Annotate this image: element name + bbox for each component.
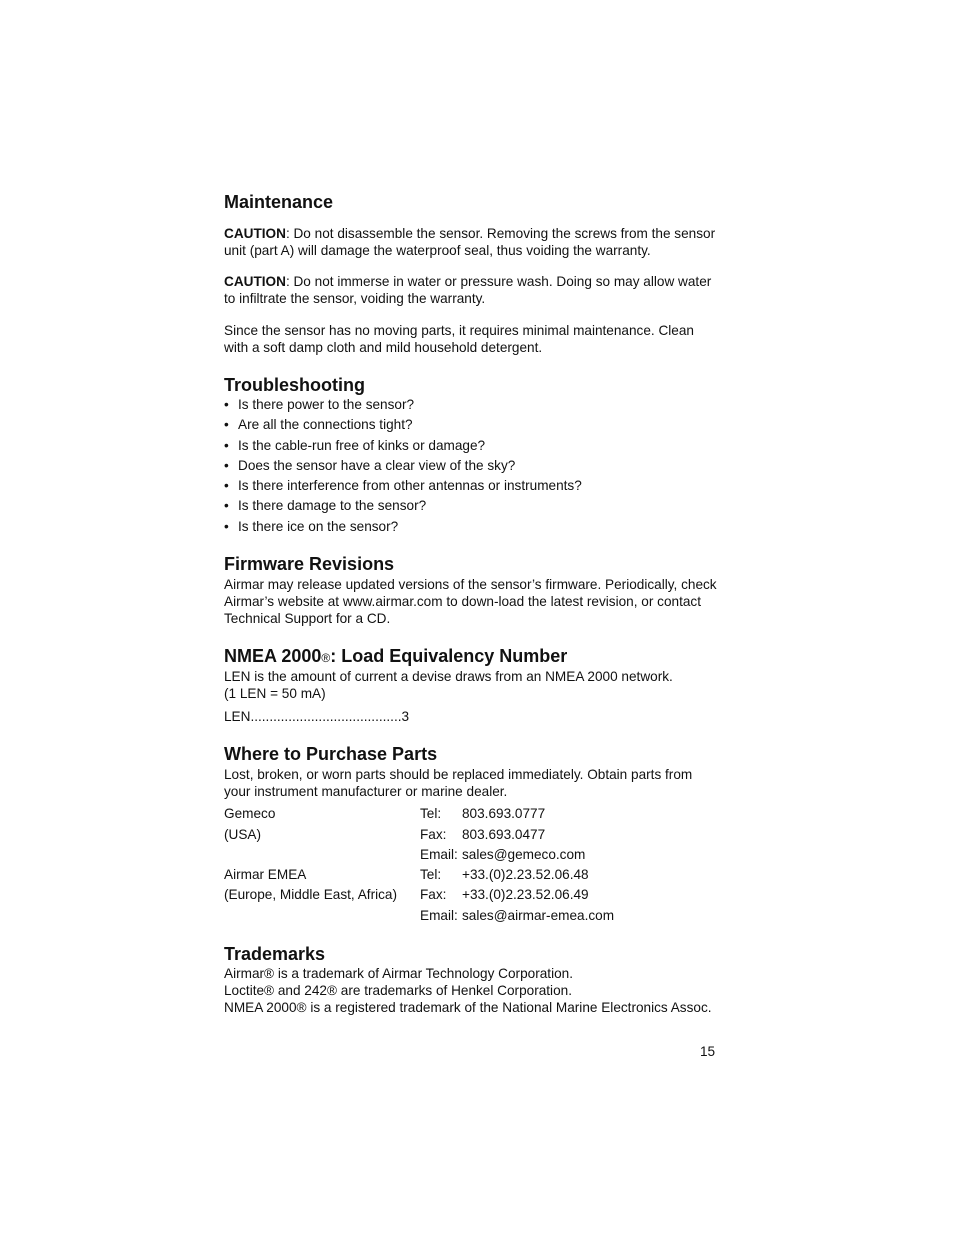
troubleshooting-heading: Troubleshooting xyxy=(224,375,365,395)
nmea-title-part: NMEA 2000 xyxy=(224,646,322,666)
list-item: • Is there power to the sensor? xyxy=(224,396,582,416)
len-value-line: LEN........................................3 xyxy=(224,709,410,724)
paragraph-line: Loctite® and 242® are trademarks of Henkel Corporation. xyxy=(224,983,572,998)
caution-paragraph-2 xyxy=(224,273,711,307)
contact-name: (Europe, Middle East, Africa) xyxy=(224,887,398,902)
contact-label: Email: xyxy=(420,847,458,862)
paragraph-line: NMEA 2000® is a registered trademark of the National Marine Electronics Assoc. xyxy=(224,1000,712,1015)
list-item: • Is there ice on the sensor? xyxy=(224,518,582,538)
list-item: • Does the sensor have a clear view of the sky? xyxy=(224,457,582,477)
nmea-paragraph xyxy=(224,668,673,702)
contact-name: (USA) xyxy=(224,827,262,842)
list-item: • Is the cable-run free of kinks or damage? xyxy=(224,437,582,457)
contact-name: Gemeco xyxy=(224,806,276,821)
paragraph-line: Lost, broken, or worn parts should be replaced immediately. Obtain parts from xyxy=(224,767,693,782)
troubleshooting-list xyxy=(224,396,582,538)
paragraph-line: Airmar’s website at www.airmar.com to down-load the latest revision, or contact xyxy=(224,594,701,609)
caution-paragraph-1 xyxy=(224,225,715,259)
list-item: • Are all the connections tight? xyxy=(224,416,582,436)
caution-text: to infiltrate the sensor, voiding the warranty. xyxy=(224,291,486,306)
contact-value: +33.(0)2.23.52.06.48 xyxy=(462,867,589,882)
firmware-paragraph xyxy=(224,576,717,627)
contact-value: +33.(0)2.23.52.06.49 xyxy=(462,887,589,902)
trademarks-paragraph xyxy=(224,965,712,1016)
contact-value: sales@airmar-emea.com xyxy=(462,908,615,923)
purchase-heading: Where to Purchase Parts xyxy=(224,744,438,764)
contact-name: Airmar EMEA xyxy=(224,867,307,882)
contact-label: Tel: xyxy=(420,806,442,821)
contact-value: 803.693.0477 xyxy=(462,827,546,842)
contact-label: Fax: xyxy=(420,827,447,842)
maintenance-paragraph xyxy=(224,322,694,356)
paragraph-line: Technical Support for a CD. xyxy=(224,611,391,626)
nmea-title-part: : Load Equivalency Number xyxy=(330,646,568,666)
paragraph-line: with a soft damp cloth and mild household detergent. xyxy=(224,340,543,355)
paragraph-line: Airmar® is a trademark of Airmar Technology Corporation. xyxy=(224,966,573,981)
list-item: • Is there interference from other antennas or instruments? xyxy=(224,477,582,497)
caution-text: : Do not immerse in water or pressure wash. Doing so may allow water xyxy=(285,274,712,289)
paragraph-line: Since the sensor has no moving parts, it requires minimal maintenance. Clean xyxy=(224,323,694,338)
purchase-paragraph xyxy=(224,766,692,800)
caution-label: CAUTION xyxy=(224,226,286,241)
caution-label: CAUTION xyxy=(224,274,286,289)
page-number: 15 xyxy=(700,1044,716,1059)
trademarks-heading: Trademarks xyxy=(224,944,326,964)
contact-label: Tel: xyxy=(420,867,442,882)
nmea-heading xyxy=(224,646,567,668)
contact-label: Email: xyxy=(420,908,458,923)
list-item: • Is there damage to the sensor? xyxy=(224,497,582,517)
paragraph-line: (1 LEN = 50 mA) xyxy=(224,686,326,701)
contact-value: sales@gemeco.com xyxy=(462,847,586,862)
maintenance-heading: Maintenance xyxy=(224,192,334,212)
contact-value: 803.693.0777 xyxy=(462,806,546,821)
firmware-heading: Firmware Revisions xyxy=(224,554,395,574)
caution-text: : Do not disassemble the sensor. Removing the screws from the sensor xyxy=(285,226,716,241)
contact-label: Fax: xyxy=(420,887,447,902)
registered-mark: ® xyxy=(321,651,331,665)
caution-text: unit (part A) will damage the waterproof seal, thus voiding the warranty. xyxy=(224,243,651,258)
paragraph-line: Airmar may release updated versions of the sensor’s firmware. Periodically, check xyxy=(224,577,717,592)
paragraph-line: LEN is the amount of current a devise draws from an NMEA 2000 network. xyxy=(224,669,673,684)
paragraph-line: your instrument manufacturer or marine dealer. xyxy=(224,784,508,799)
